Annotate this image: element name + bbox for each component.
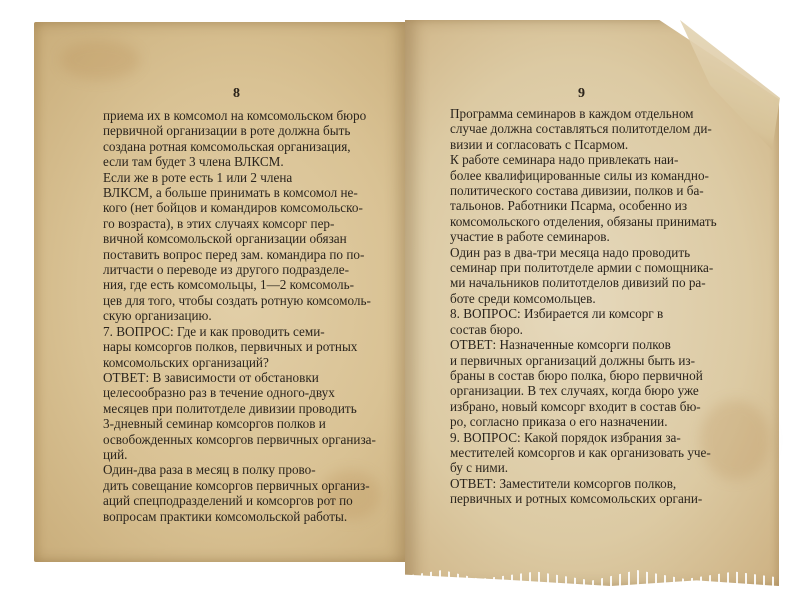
text-line: 8. ВОПРОС: Избирается ли комсорг в — [450, 306, 664, 322]
text-line: политического состава дивизии, полков и ба- — [450, 183, 704, 199]
text-line: целесообразно раз в течение одного-двух — [103, 385, 335, 401]
text-line: Один раз в два-три месяца надо проводить — [450, 244, 691, 260]
text-line: ния, где есть комсомольцы, 1—2 комсомоль- — [103, 277, 355, 293]
text-line: освобожденных комсоргов первичных организа- — [103, 431, 376, 447]
text-line: избрано, новый комсорг входит в состав бю- — [450, 398, 701, 414]
text-line: ОТВЕТ: Назначенные комсорги полков — [450, 337, 671, 353]
text-line: Один-два раза в месяц в полку прово- — [103, 462, 316, 478]
text-line: если там будет 3 члена ВЛКСМ. — [103, 154, 284, 170]
page-number-left: 8 — [233, 86, 240, 101]
text-line: комсомольских организаций? — [103, 354, 269, 370]
text-line: 9. ВОПРОС: Какой порядок избрания за- — [450, 429, 681, 445]
text-line: Если же в роте есть 1 или 2 члена — [103, 169, 293, 185]
text-line: скую организацию. — [103, 308, 212, 324]
text-line: ОТВЕТ: Заместители комсоргов полков, — [450, 475, 677, 491]
text-line: состав бюро. — [450, 321, 523, 337]
page-number-right: 9 — [578, 86, 585, 101]
text-line: ми начальников политотделов дивизий по ра- — [450, 275, 706, 291]
text-line: участие в работе семинаров. — [450, 229, 610, 245]
text-line: более квалифицированные силы из командно- — [450, 167, 709, 183]
paper-stain — [60, 40, 140, 80]
text-line: К работе семинара надо привлекать наи- — [450, 152, 679, 168]
right-page-text — [450, 106, 730, 507]
text-line: 7. ВОПРОС: Где и как проводить семи- — [103, 323, 325, 339]
text-line: аций спецподразделений и комсоргов рот по — [103, 493, 353, 509]
text-line: дить совещание комсоргов первичных организ- — [103, 477, 370, 493]
text-line: комсомольского отделения, обязаны принимать — [450, 213, 717, 229]
text-line: тальонов. Работники Псарма, особенно из — [450, 198, 688, 214]
text-line: поставить вопрос перед зам. командира по по- — [103, 246, 365, 262]
text-line: браны в состав бюро полка, бюро первичной — [450, 367, 703, 383]
text-line: го возраста), в этих случаях комсорг пер- — [103, 215, 335, 231]
text-line: создана ротная комсомольская организация, — [103, 138, 351, 154]
text-line: визии и согласовать с Псармом. — [450, 136, 629, 152]
text-line: месяцев при политотделе дивизии проводить — [103, 400, 357, 416]
text-line: ОТВЕТ: В зависимости от обстановки — [103, 369, 319, 385]
text-line: первичных и ротных комсомольских органи- — [450, 491, 703, 507]
text-line: семинар при политотделе армии с помощника- — [450, 260, 714, 276]
text-line: первичной организации в роте должна быть — [103, 123, 351, 139]
text-line: Программа семинаров в каждом отдельном — [450, 106, 694, 121]
text-line: вичной комсомольской организации обязан — [103, 231, 347, 247]
text-line: цев для того, чтобы создать ротную комсомоль- — [103, 292, 371, 308]
text-line: вопросам практики комсомольской работы. — [103, 508, 348, 524]
text-line: нары комсоргов полков, первичных и ротных — [103, 339, 358, 355]
text-line: 3-дневный семинар комсоргов полков и — [103, 416, 326, 432]
text-line: ций. — [103, 446, 128, 462]
text-line: организации. В тех случаях, когда бюро уже — [450, 383, 699, 399]
text-line: ВЛКСМ, а больше принимать в комсомол не- — [103, 185, 358, 201]
left-page-text — [103, 108, 375, 524]
text-line: боте среди комсомольцев. — [450, 290, 596, 306]
text-line: кого (нет бойцов и командиров комсомольско- — [103, 200, 363, 216]
text-line: местителей комсоргов и как организовать уче- — [450, 444, 711, 460]
text-line: случае должна составляться политотделом ди- — [450, 121, 712, 137]
text-line: ро, согласно приказа о его назначении. — [450, 414, 668, 430]
text-line: бу с ними. — [450, 460, 509, 476]
text-line: литчасти о переводе из другого подразделе- — [103, 262, 350, 278]
text-line: приема их в комсомол на комсомольском бюро — [103, 108, 367, 123]
text-line: и первичных организаций должны быть из- — [450, 352, 696, 368]
